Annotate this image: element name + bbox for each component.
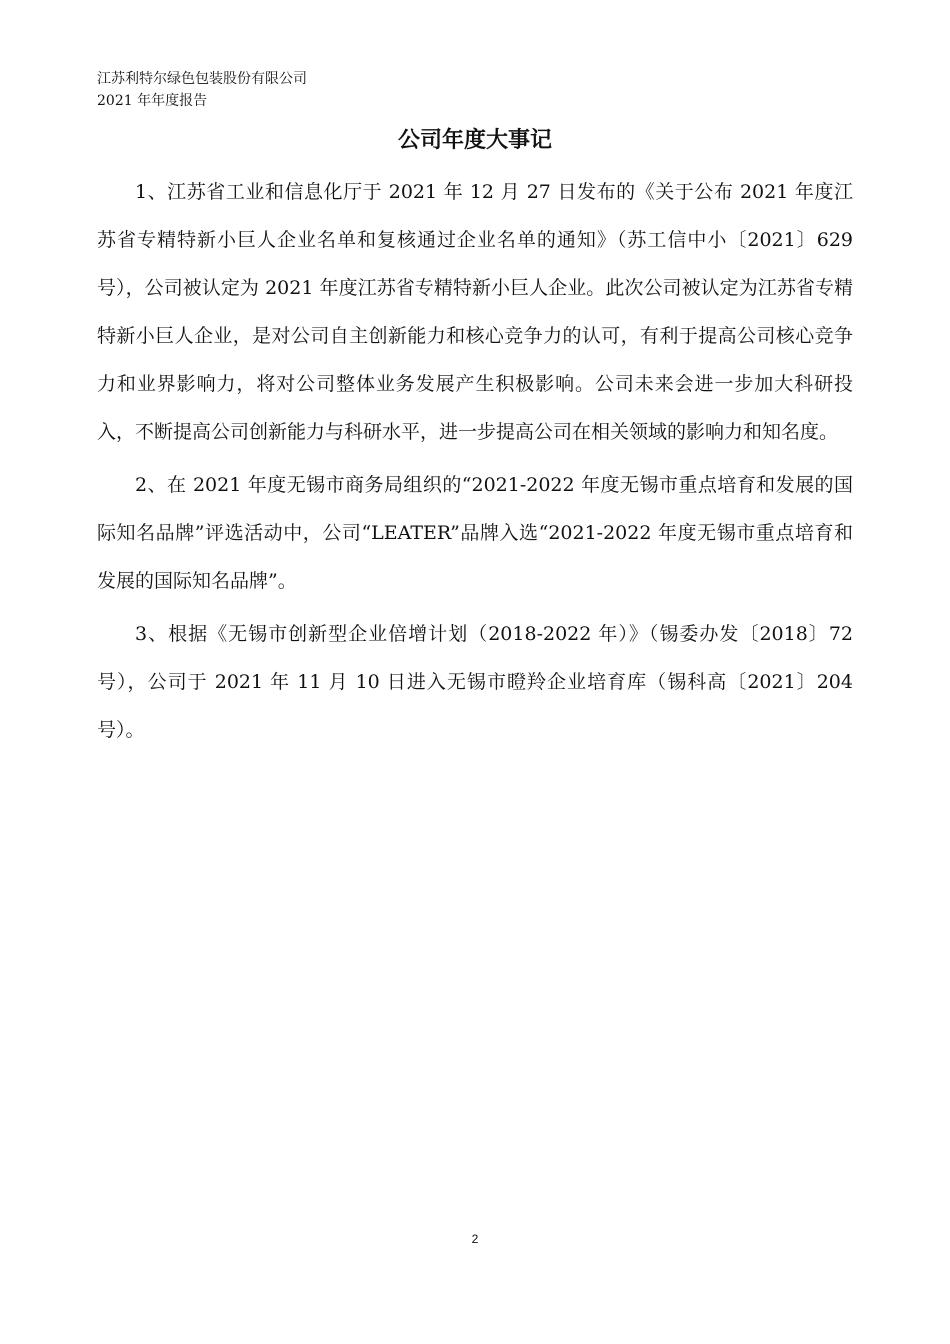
page-header [97,68,307,112]
paragraph-1: 1、江苏省工业和信息化厅于 2021 年 12 月 27 日发布的《关于公布 2021 年度江苏省专精特新小巨人企业名单和复核通过企业名单的通知》（苏工信中小〔2021〕629 号），公司被认定为 2021 年度江苏省专精特新小巨人企业。此次公司被认定为江苏省专精特新小巨人企业，是对公司自主创新能力和核心竞争力的认可，有利于提高公司核心竞争力和业界影响力，将对公司整体业务发展产生积极影响。公司未来会进一步加大科研投入，不断提高公司创新能力与科研水平，进一步提高公司在相关领域的影响力和知名度。 [97,181,853,443]
report-name: 2021 年年度报告 [97,93,208,109]
page-number: 2 [471,1232,479,1246]
page-title: 公司年度大事记 [397,128,552,153]
body-text [97,168,853,759]
paragraph-2: 2、在 2021 年度无锡市商务局组织的“2021-2022 年度无锡市重点培育和发展的国际知名品牌”评选活动中，公司“LEATER”品牌入选“2021-2022 年度无锡市重点培育和发展的国际知名品牌”。 [97,474,853,592]
company-name: 江苏利特尔绿色包装股份有限公司 [97,71,307,87]
paragraph-3: 3、根据《无锡市创新型企业倍增计划（2018-2022 年）》（锡委办发〔2018〕72 号），公司于 2021 年 11 月 10 日进入无锡市瞪羚企业培育库（锡科高〔2021〕204 号）。 [97,623,853,741]
